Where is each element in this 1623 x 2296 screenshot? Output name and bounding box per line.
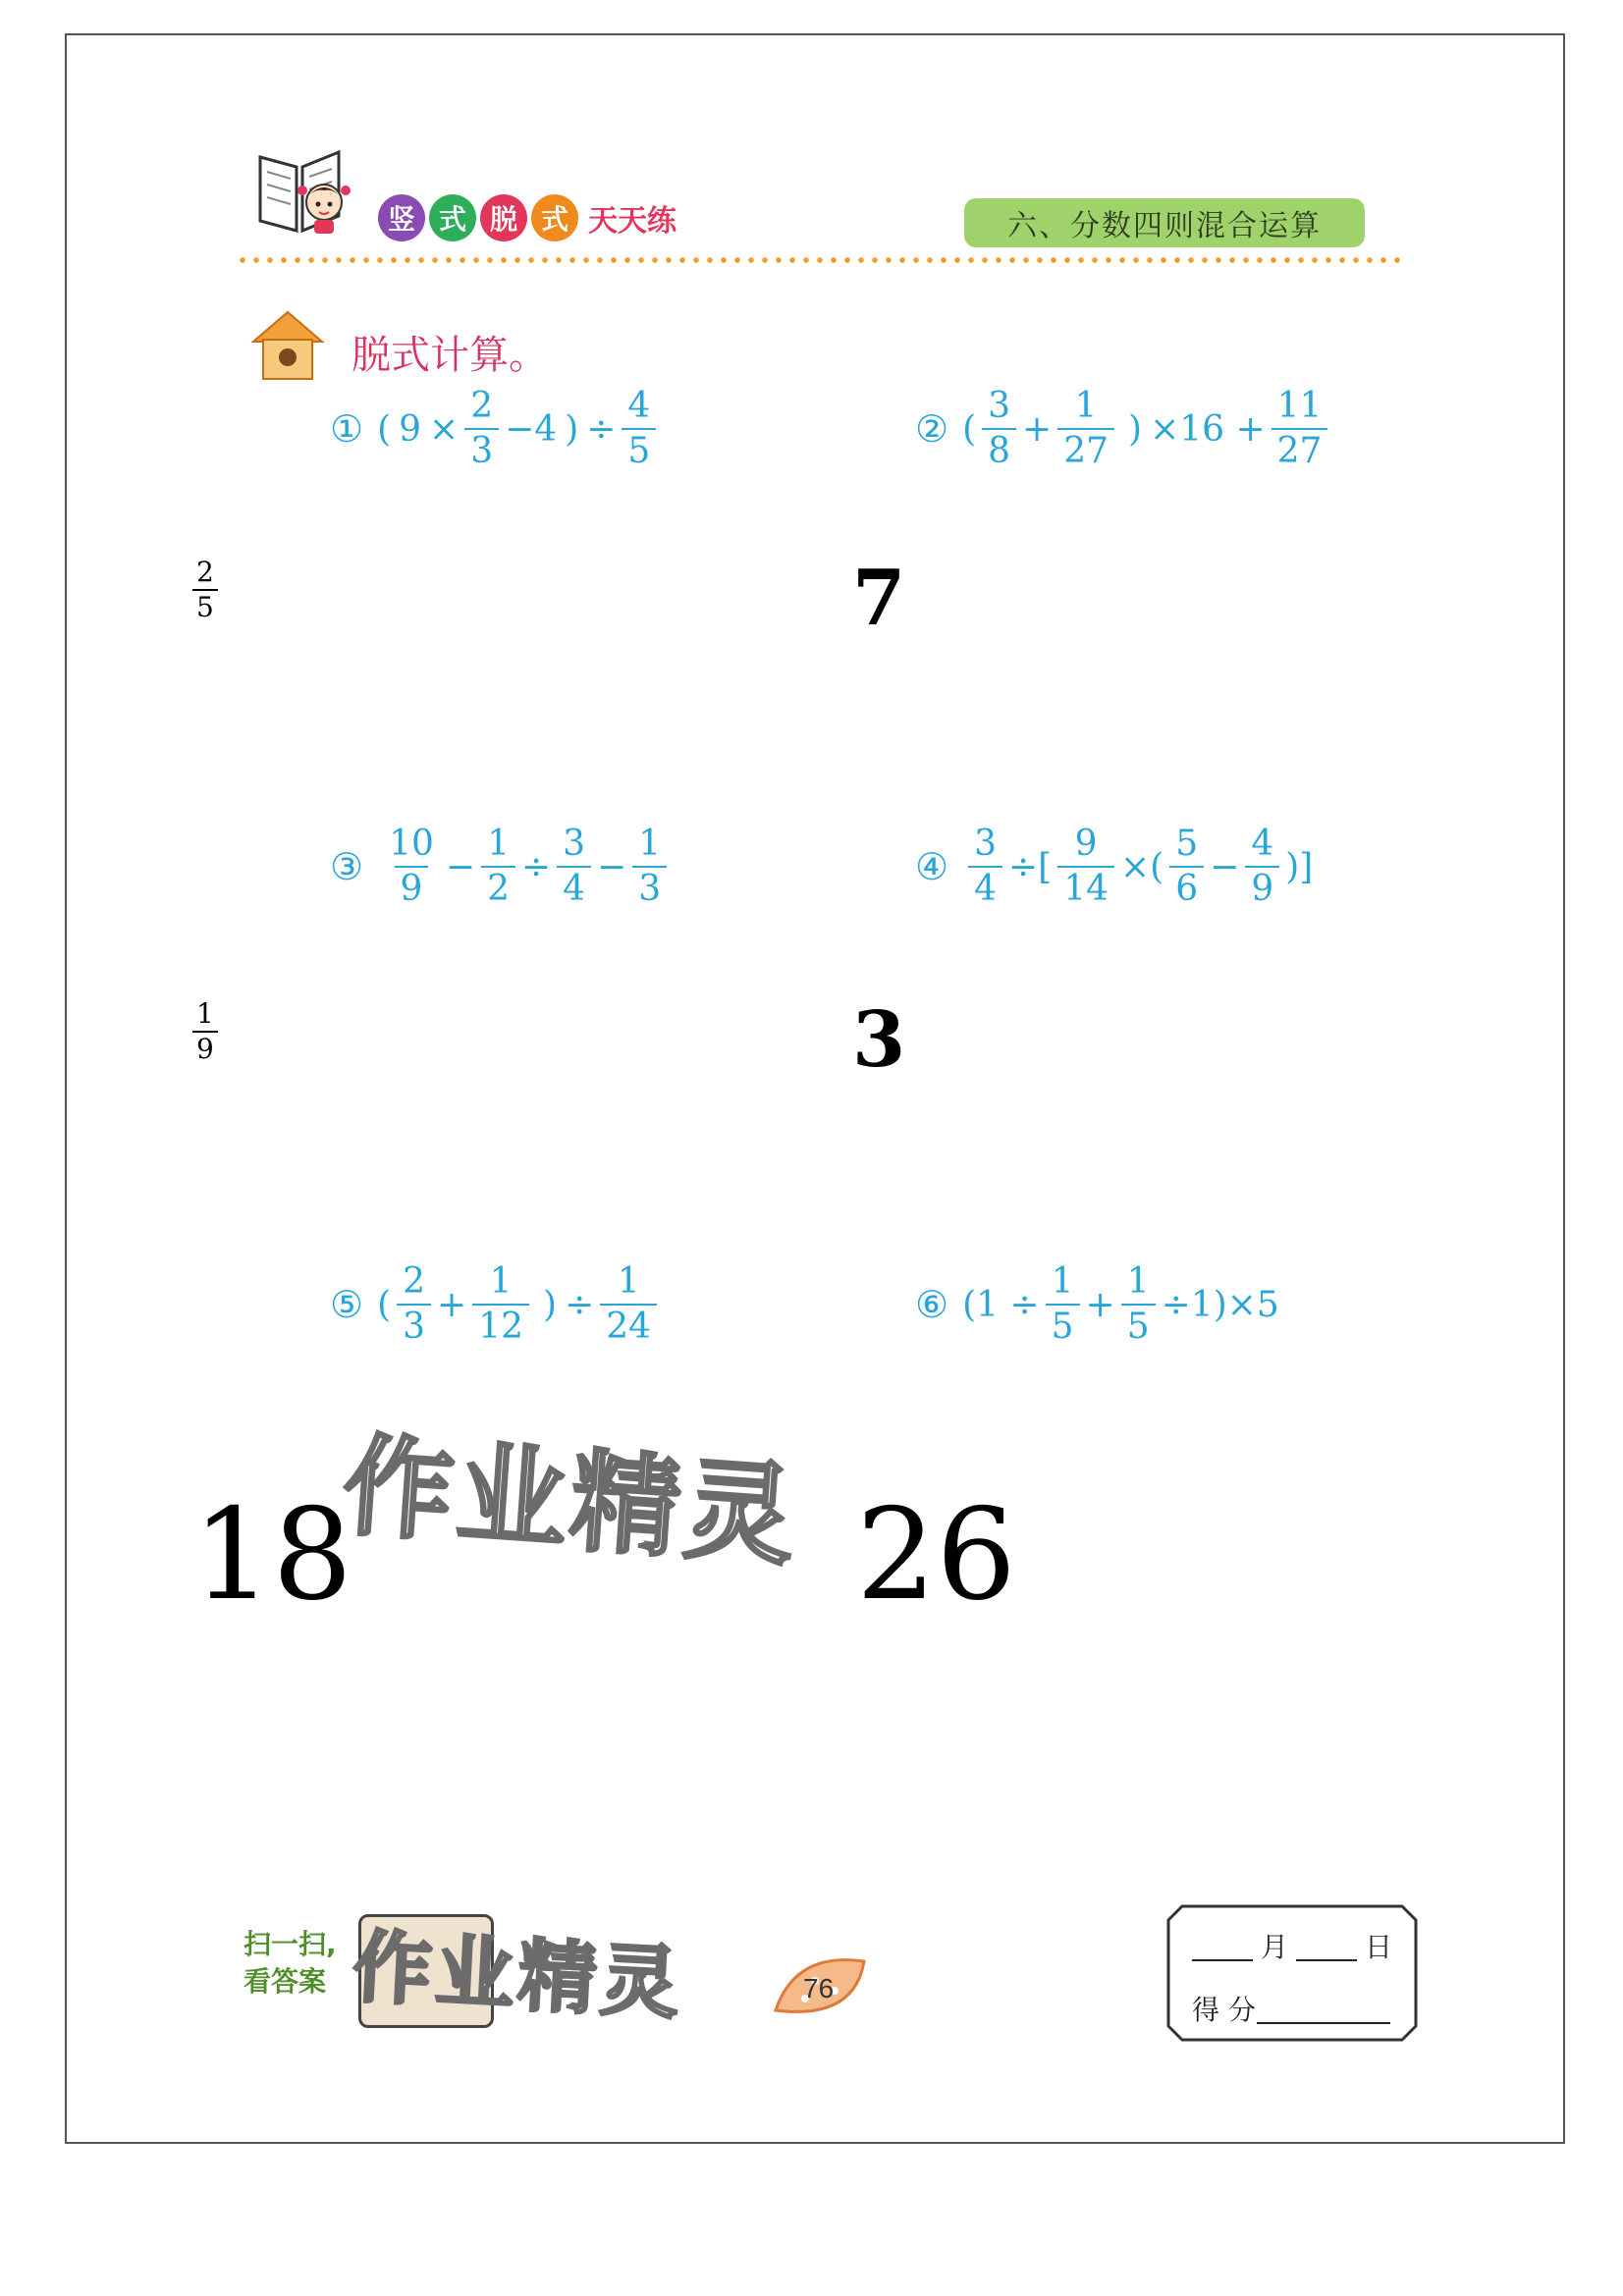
brand-title	[378, 194, 676, 241]
numerator: 3	[563, 824, 586, 864]
operator: ÷	[520, 846, 552, 887]
paren-open: (	[377, 408, 392, 450]
operator: ÷[	[1007, 846, 1053, 887]
fraction	[383, 823, 440, 911]
paren-close: )	[543, 1284, 558, 1325]
numerator: 4	[627, 386, 651, 426]
paren-close: )	[1128, 408, 1143, 450]
month-label: 月	[1261, 1931, 1289, 1963]
numerator: 1	[1051, 1261, 1074, 1302]
denominator: 27	[1271, 428, 1328, 473]
numerator: 2	[403, 1261, 426, 1302]
denominator: 9	[1245, 866, 1279, 911]
denominator: 3	[464, 428, 499, 473]
fraction	[1046, 1260, 1080, 1349]
fraction	[982, 385, 1016, 473]
operator: −	[597, 846, 627, 887]
numerator: 3	[988, 386, 1011, 426]
score-blank[interactable]	[1257, 2022, 1390, 2024]
answer-4: 3	[852, 995, 906, 1085]
operator: ÷1)×5	[1161, 1284, 1279, 1325]
problem-number: ③	[330, 845, 364, 888]
problem-1	[330, 385, 662, 473]
operator: ×16 +	[1150, 408, 1266, 450]
fraction	[397, 1260, 431, 1349]
fraction	[968, 823, 1002, 911]
numerator: 1	[196, 997, 214, 1030]
numerator: 10	[389, 824, 434, 864]
answer-6: 26	[856, 1482, 1016, 1629]
problem-number: ②	[915, 407, 949, 451]
denominator: 5	[1046, 1304, 1080, 1349]
numerator: 1	[638, 824, 662, 864]
denominator: 12	[472, 1304, 529, 1349]
watermark-text-footer: 作业精灵	[351, 1921, 685, 2030]
denominator: 4	[557, 866, 591, 911]
numerator: 1	[1074, 386, 1098, 426]
numerator: 1	[1126, 1261, 1150, 1302]
fraction	[1245, 823, 1279, 911]
denominator: 5	[622, 428, 656, 473]
brand-char: 式	[531, 194, 578, 241]
denominator: 9	[192, 1031, 218, 1066]
paren-open: (1 ÷	[962, 1284, 1040, 1325]
denominator: 14	[1057, 866, 1114, 911]
operator: ×	[429, 408, 460, 450]
denominator: 24	[600, 1304, 657, 1349]
denominator: 5	[1121, 1304, 1156, 1349]
girl-mascot-icon	[295, 177, 353, 236]
fraction	[1121, 1260, 1156, 1349]
numerator: 11	[1276, 386, 1323, 426]
numerator: 1	[489, 1261, 513, 1302]
paren-open: (	[377, 1284, 392, 1325]
problem-number: ①	[330, 407, 364, 451]
problem-3	[330, 823, 673, 911]
answer-3	[192, 997, 218, 1066]
denominator: 3	[632, 866, 667, 911]
fraction	[464, 385, 499, 473]
day-blank[interactable]	[1296, 1959, 1357, 1961]
day-label: 日	[1365, 1931, 1393, 1963]
denominator: 9	[395, 866, 429, 911]
bracket-close: )]	[1285, 846, 1314, 887]
numerator: 2	[196, 556, 214, 588]
fraction	[632, 823, 667, 911]
scan-prompt	[243, 1926, 337, 2001]
paren-close: )	[565, 408, 579, 450]
denominator: 8	[982, 428, 1016, 473]
denominator: 6	[1169, 866, 1204, 911]
problem-number: ⑥	[915, 1283, 949, 1326]
problem-2	[915, 385, 1333, 473]
operator: −	[445, 846, 476, 887]
denominator: 5	[192, 589, 218, 624]
fraction	[1057, 823, 1114, 911]
chapter-title: 六、分数四则混合运算	[964, 198, 1365, 247]
house-icon	[243, 304, 332, 383]
scan-line-2: 看答案	[243, 1965, 327, 1998]
numerator: 5	[1175, 824, 1199, 864]
numerator: 4	[1251, 824, 1274, 864]
numerator: 1	[617, 1261, 640, 1302]
operand: 9	[399, 408, 422, 450]
denominator: 2	[481, 866, 515, 911]
fraction	[481, 823, 515, 911]
fraction	[1057, 385, 1114, 473]
scan-line-1: 扫一扫,	[243, 1928, 337, 1960]
fraction	[1169, 823, 1204, 911]
denominator: 27	[1057, 428, 1114, 473]
problem-number: ⑤	[330, 1283, 364, 1326]
brand-char: 竖	[378, 194, 425, 241]
operator: −4	[505, 408, 558, 450]
watermark-text: 作业精灵	[339, 1421, 803, 1582]
instruction-text: 脱式计算。	[352, 333, 548, 378]
fraction	[472, 1260, 529, 1349]
problem-4	[915, 823, 1313, 911]
answer-1	[192, 556, 218, 624]
fraction	[557, 823, 591, 911]
operator: +	[437, 1284, 467, 1325]
fraction	[622, 385, 656, 473]
brand-char: 脱	[480, 194, 527, 241]
denominator: 4	[968, 866, 1002, 911]
fraction	[600, 1260, 657, 1349]
numerator: 2	[470, 386, 494, 426]
denominator: 3	[397, 1304, 431, 1349]
month-blank[interactable]	[1192, 1959, 1253, 1961]
problem-number: ④	[915, 845, 949, 888]
numerator: 3	[974, 824, 997, 864]
problem-5	[330, 1260, 663, 1349]
fraction	[1271, 385, 1328, 473]
operator: ×(	[1120, 846, 1164, 887]
dotted-divider	[236, 257, 1404, 263]
operator: −	[1210, 846, 1240, 887]
problem-6	[915, 1260, 1279, 1349]
operator: ÷	[565, 1284, 595, 1325]
operator: +	[1022, 408, 1053, 450]
operator: +	[1085, 1284, 1115, 1325]
numerator: 1	[487, 824, 510, 864]
brand-tail: 天天练	[588, 204, 676, 239]
paren-open: (	[962, 408, 977, 450]
numerator: 9	[1074, 824, 1098, 864]
page-number: 76	[803, 1973, 835, 2003]
answer-5: 18	[192, 1482, 352, 1629]
brand-char: 式	[429, 194, 476, 241]
operator: ÷	[586, 408, 617, 450]
answer-2: 7	[852, 554, 906, 643]
score-label: 得 分	[1192, 1994, 1256, 2026]
